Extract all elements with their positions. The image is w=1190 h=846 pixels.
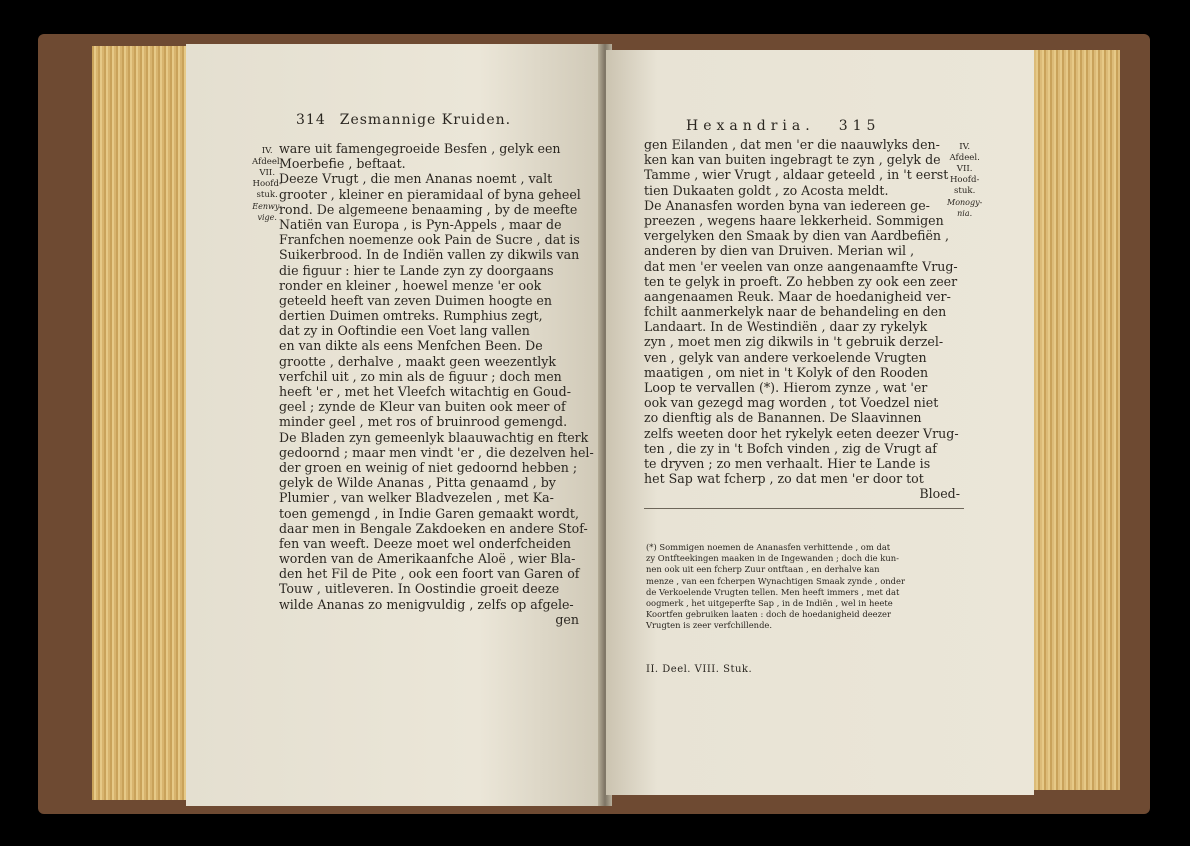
margin-line: IV. bbox=[261, 146, 273, 156]
text-line: minder geel , met ros of bruinrood gemengd. bbox=[279, 414, 568, 430]
margin-line: stuk. bbox=[256, 190, 278, 200]
text-line: rond. De algemeene benaaming , by de meefte bbox=[279, 201, 578, 217]
text-line: ven , gelyk van andere verkoelende Vrugten bbox=[644, 349, 927, 365]
footnote-line: Vrugten is zeer verfchillende. bbox=[646, 620, 773, 631]
margin-line: Afdeel. bbox=[949, 153, 980, 163]
right-running-head bbox=[686, 118, 880, 134]
text-line: ronder en kleiner , hoewel menze 'er ook bbox=[279, 277, 542, 293]
text-line: die figuur : hier te Lande zyn zy doorgaans bbox=[279, 262, 554, 278]
text-line: geteeld heeft van zeven Duimen hoogte en bbox=[279, 292, 552, 308]
text-line: het Sap wat fcherp , zo dat men 'er door tot bbox=[644, 471, 924, 487]
text-line: gen bbox=[555, 611, 579, 627]
text-line: fchilt aanmerkelyk naar de behandeling en den bbox=[644, 304, 947, 320]
text-line: preezen , wegens haare lekkerheid. Sommigen bbox=[644, 212, 944, 228]
text-line: den het Fil de Pite , ook een foort van Garen of bbox=[279, 566, 580, 582]
right-page bbox=[606, 50, 1034, 795]
footnote bbox=[646, 542, 905, 632]
text-line: ten , die zy in 't Bofch vinden , zig de Vrugt af bbox=[644, 440, 937, 456]
text-line: en van dikte als eens Menfchen Been. De bbox=[279, 338, 543, 354]
footnote-line: de Verkoelende Vrugten tellen. Men heeft immers , met dat bbox=[646, 586, 900, 597]
text-line: ook van gezegd mag worden , tot Voedzel niet bbox=[644, 395, 939, 411]
footnote-line: Koortfen gebruiken laaten : doch de hoedanigheid deezer bbox=[646, 609, 891, 620]
footnote-line: zy Ontfteekingen maaken in de Ingewanden ; doch die kun- bbox=[646, 553, 899, 564]
text-line: heeft 'er , met het Vleefch witachtig en Goud- bbox=[279, 384, 571, 399]
text-line: maatigen , om niet in 't Kolyk of den Rooden bbox=[644, 364, 929, 380]
right-margin-note bbox=[947, 142, 982, 219]
text-line: te dryven ; zo men verhaalt. Hier te Lande is bbox=[644, 455, 931, 471]
text-line: De Ananasfen worden byna van iedereen ge- bbox=[644, 197, 930, 213]
footnote-line: oogmerk , het uitgeperfte Sap , in de Indiën , wel in heete bbox=[646, 598, 893, 609]
text-line: dertien Duimen omtreks. Rumphius zegt, bbox=[279, 308, 543, 324]
text-line: Moerbefie , beftaat. bbox=[279, 156, 406, 172]
text-line: dat men 'er veelen van onze aangenaamfte Vrug- bbox=[644, 258, 958, 274]
text-line: zelfs weeten door het rykelyk eeten deezer Vrug- bbox=[644, 425, 959, 441]
text-line: daar men in Bengale Zakdoeken en andere Stof- bbox=[279, 520, 588, 536]
text-line: worden van de Amerikaanfche Aloë , wier Bla- bbox=[279, 551, 576, 567]
text-line: wilde Ananas zo menigvuldig , zelfs op afgele- bbox=[279, 596, 574, 612]
text-line: tien Dukaaten goldt , zo Acosta meldt. bbox=[644, 182, 889, 198]
left-page-edges bbox=[92, 46, 192, 800]
left-body-text bbox=[279, 141, 594, 627]
text-line: dat zy in Ooftindie een Voet lang vallen bbox=[279, 323, 530, 339]
text-line: Suikerbrood. In de Indiën vallen zy dikwils van bbox=[279, 247, 580, 263]
margin-line: VII. bbox=[259, 168, 276, 178]
text-line: Natiën van Europa , is Pyn-Appels , maar de bbox=[279, 216, 562, 232]
text-line: zyn , moet men zig dikwils in 't gebruik derzel- bbox=[644, 334, 944, 350]
margin-line: Afdeel. bbox=[252, 157, 283, 167]
text-line: toen gemengd , in Indie Garen gemaakt wordt, bbox=[279, 505, 579, 521]
margin-line: Monogy- bbox=[947, 198, 983, 207]
text-line: anderen by dien van Druiven. Merian wil , bbox=[644, 243, 915, 259]
margin-line: stuk. bbox=[953, 186, 976, 196]
footnote-line: nen ook uit een fcherp Zuur ontftaan , en derhalve kan bbox=[646, 564, 880, 575]
margin-line: IV. bbox=[959, 142, 971, 152]
text-line: Bloed- bbox=[919, 486, 960, 502]
text-line: Tamme , wier Vrugt , aldaar geteeld , in 't eerst bbox=[644, 167, 949, 183]
text-line: gedoornd ; maar men vindt 'er , die dezelven hel- bbox=[279, 444, 594, 460]
text-line: Deeze Vrugt , die men Ananas noemt , valt bbox=[279, 171, 553, 187]
text-line: Franfchen noemenze ook Pain de Sucre , dat is bbox=[279, 232, 580, 248]
text-line: verfchil uit , zo min als de figuur ; doch men bbox=[279, 368, 562, 384]
text-line: ware uit famengegroeide Besfen , gelyk een bbox=[279, 141, 561, 156]
left-running-head bbox=[296, 112, 511, 128]
signature-mark: II. Deel. VIII. Stuk. bbox=[646, 664, 753, 675]
text-line: grooter , kleiner en pieramidaal of byna geheel bbox=[279, 186, 581, 202]
right-page-edges bbox=[1030, 50, 1120, 790]
text-line: Plumier , van welker Bladvezelen , met Ka- bbox=[279, 490, 554, 506]
footnote-line: (*) Sommigen noemen de Ananasfen verhittende , om dat bbox=[646, 542, 891, 552]
margin-line: VII. bbox=[956, 164, 973, 174]
text-line: gelyk de Wilde Ananas , Pitta genaamd , by bbox=[279, 475, 556, 491]
left-page bbox=[186, 44, 604, 806]
margin-line: vige. bbox=[257, 213, 277, 222]
text-line: der groen en weinig of niet gedoornd hebben ; bbox=[279, 459, 578, 475]
text-line: Landaart. In de Westindiën , daar zy rykelyk bbox=[644, 319, 928, 335]
text-line: De Bladen zyn gemeenlyk blaauwachtig en fterk bbox=[279, 429, 589, 445]
text-line: ken kan van buiten ingebragt te zyn , gelyk de bbox=[644, 152, 941, 168]
margin-line: Hoofd- bbox=[252, 179, 282, 189]
left-margin-note bbox=[252, 146, 282, 223]
right-page-number: 315 bbox=[838, 118, 881, 134]
footnote-rule bbox=[644, 508, 964, 509]
right-body-text bbox=[644, 137, 960, 502]
text-line: grootte , derhalve , maakt geen weezentlyk bbox=[279, 353, 557, 369]
margin-line: Eenwy- bbox=[252, 202, 283, 211]
text-line: zo dienftig als de Banannen. De Slaavinnen bbox=[644, 410, 922, 426]
text-line: gen Eilanden , dat men 'er die naauwlyks den- bbox=[644, 137, 940, 152]
left-page-number: 314 bbox=[296, 112, 326, 128]
text-line: geel ; zynde de Kleur van buiten ook meer of bbox=[279, 399, 566, 415]
text-line: fen van weeft. Deeze moet wel onderfcheiden bbox=[279, 535, 571, 551]
text-line: ten te gelyk in proeft. Zo hebben zy ook een zeer bbox=[644, 273, 958, 289]
right-head-title: Hexandria. bbox=[686, 118, 815, 134]
text-line: vergelyken den Smaak by dien van Aardbefiën , bbox=[644, 228, 950, 244]
text-line: Touw , uitleveren. In Oostindie groeit deeze bbox=[279, 581, 560, 597]
margin-line: nia. bbox=[957, 209, 973, 218]
footnote-line: menze , van een fcherpen Wynachtigen Smaak zynde , onder bbox=[646, 575, 905, 586]
left-head-title: Zesmannige Kruiden. bbox=[339, 112, 512, 128]
text-line: Loop te vervallen (*). Hierom zynze , wat 'er bbox=[644, 380, 928, 395]
margin-line: Hoofd- bbox=[949, 175, 980, 185]
text-line: aangenaamen Reuk. Maar de hoedanigheid ver- bbox=[644, 288, 951, 304]
